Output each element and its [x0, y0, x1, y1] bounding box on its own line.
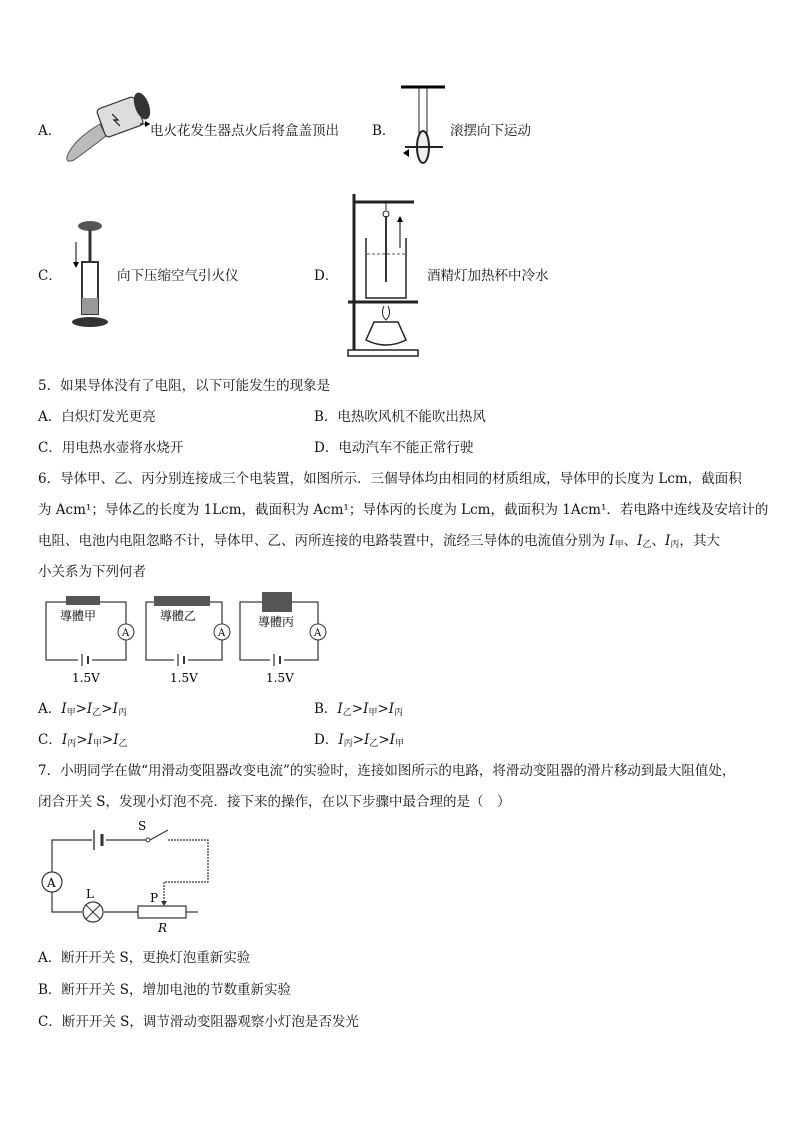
spark-generator-figure	[62, 88, 154, 168]
q4-option-c-text: 向下压缩空气引火仪	[117, 268, 239, 284]
maxwell-wheel-figure	[397, 83, 449, 171]
q4-option-d-letter: D．	[314, 268, 339, 284]
conductor-jia-label: 導體甲	[60, 609, 97, 623]
conductor-yi-label: 導體乙	[160, 609, 197, 623]
q6-stem-line-2: 为 Acm¹；导体乙的长度为 1Lcm，截面积为 Acm¹；导体丙的长度为 Lcm，截面积为 1Acm¹．若电路中连线及安培计的	[38, 502, 769, 518]
q5-option-b: B．电热吹风机不能吹出热风	[314, 409, 486, 425]
svg-text:1.5V: 1.5V	[266, 671, 294, 685]
q4-option-c-letter: C．	[38, 268, 62, 284]
q7-option-a: A．断开开关 S，更换灯泡重新实验	[38, 950, 251, 966]
svg-text:1.5V: 1.5V	[170, 671, 198, 685]
lamp-l-label: L	[86, 887, 94, 901]
q7-circuit-figure	[38, 818, 212, 934]
q7-option-b: B．断开开关 S，增加电池的节数重新实验	[38, 982, 291, 998]
q7-stem-line-2: 闭合开关 S，发现小灯泡不亮．接下来的操作，在以下步骤中最合理的是（ ）	[38, 794, 511, 810]
ammeter-label: A	[47, 876, 56, 890]
svg-text:1.5V: 1.5V	[72, 671, 100, 685]
svg-text:A: A	[122, 628, 130, 639]
q7-option-c: C．断开开关 S，调节滑动变阻器观察小灯泡是否发光	[38, 1014, 359, 1030]
q6-stem-line-3: 电阻、电池内电阻忽略不计，导体甲、乙、丙所连接的电路装置中，流经三导体的电流值分别为 $I_甲$、$I_乙$、$I_丙$，其大	[38, 533, 720, 550]
resistor-r-label: R	[158, 921, 168, 934]
circuit-bing	[240, 592, 326, 685]
q6-stem-line-1: 6．导体甲、乙、丙分别连接成三个电装置，如图所示．三個导体均由相同的材质组成，导体甲的长度为 Lcm，截面积	[38, 471, 742, 487]
alcohol-lamp-beaker-figure	[344, 188, 422, 360]
slider-p-label: P	[150, 891, 159, 905]
q4-option-a-text: 电火花发生器点火后将盒盖顶出	[150, 123, 339, 139]
conductor-bing-label: 導體丙	[258, 615, 295, 629]
q5-option-d: D．电动汽车不能正常行驶	[314, 440, 474, 456]
q6-circuit-figure	[44, 592, 334, 688]
q4-option-b-text: 滚摆向下运动	[450, 123, 531, 139]
q5-stem: 5．如果导体没有了电阻，以下可能发生的现象是	[38, 378, 331, 394]
q6-stem-line-4: 小关系为下列何者	[38, 564, 146, 580]
q5-option-a: A．白炽灯发光更亮	[38, 409, 156, 425]
circuit-yi	[146, 596, 230, 685]
air-compression-igniter-figure	[64, 218, 116, 330]
q6-option-c: C．$I_丙>I_甲>I_乙$	[38, 732, 128, 749]
switch-s-label: S	[138, 819, 147, 833]
q6-option-b: B．$I_乙>I_甲>I_丙$	[314, 701, 404, 718]
q4-option-b-letter: B．	[372, 123, 396, 139]
svg-text:A: A	[218, 628, 226, 639]
q7-stem-line-1: 7．小明同学在做“用滑动变阻器改变电流”的实验时，连接如图所示的电路，将滑动变阻器的滑片移动到最大阻值处，	[38, 763, 736, 779]
q4-option-a-letter: A．	[38, 123, 62, 139]
q4-option-d-text: 酒精灯加热杯中冷水	[427, 268, 549, 284]
circuit-jia	[46, 596, 134, 685]
q6-option-a: A．$I_甲>I_乙>I_丙$	[38, 701, 127, 718]
svg-text:A: A	[314, 628, 322, 639]
q6-option-d: D．$I_丙>I_乙>I_甲$	[314, 732, 405, 749]
q5-option-c: C．用电热水壶将水烧开	[38, 440, 184, 456]
